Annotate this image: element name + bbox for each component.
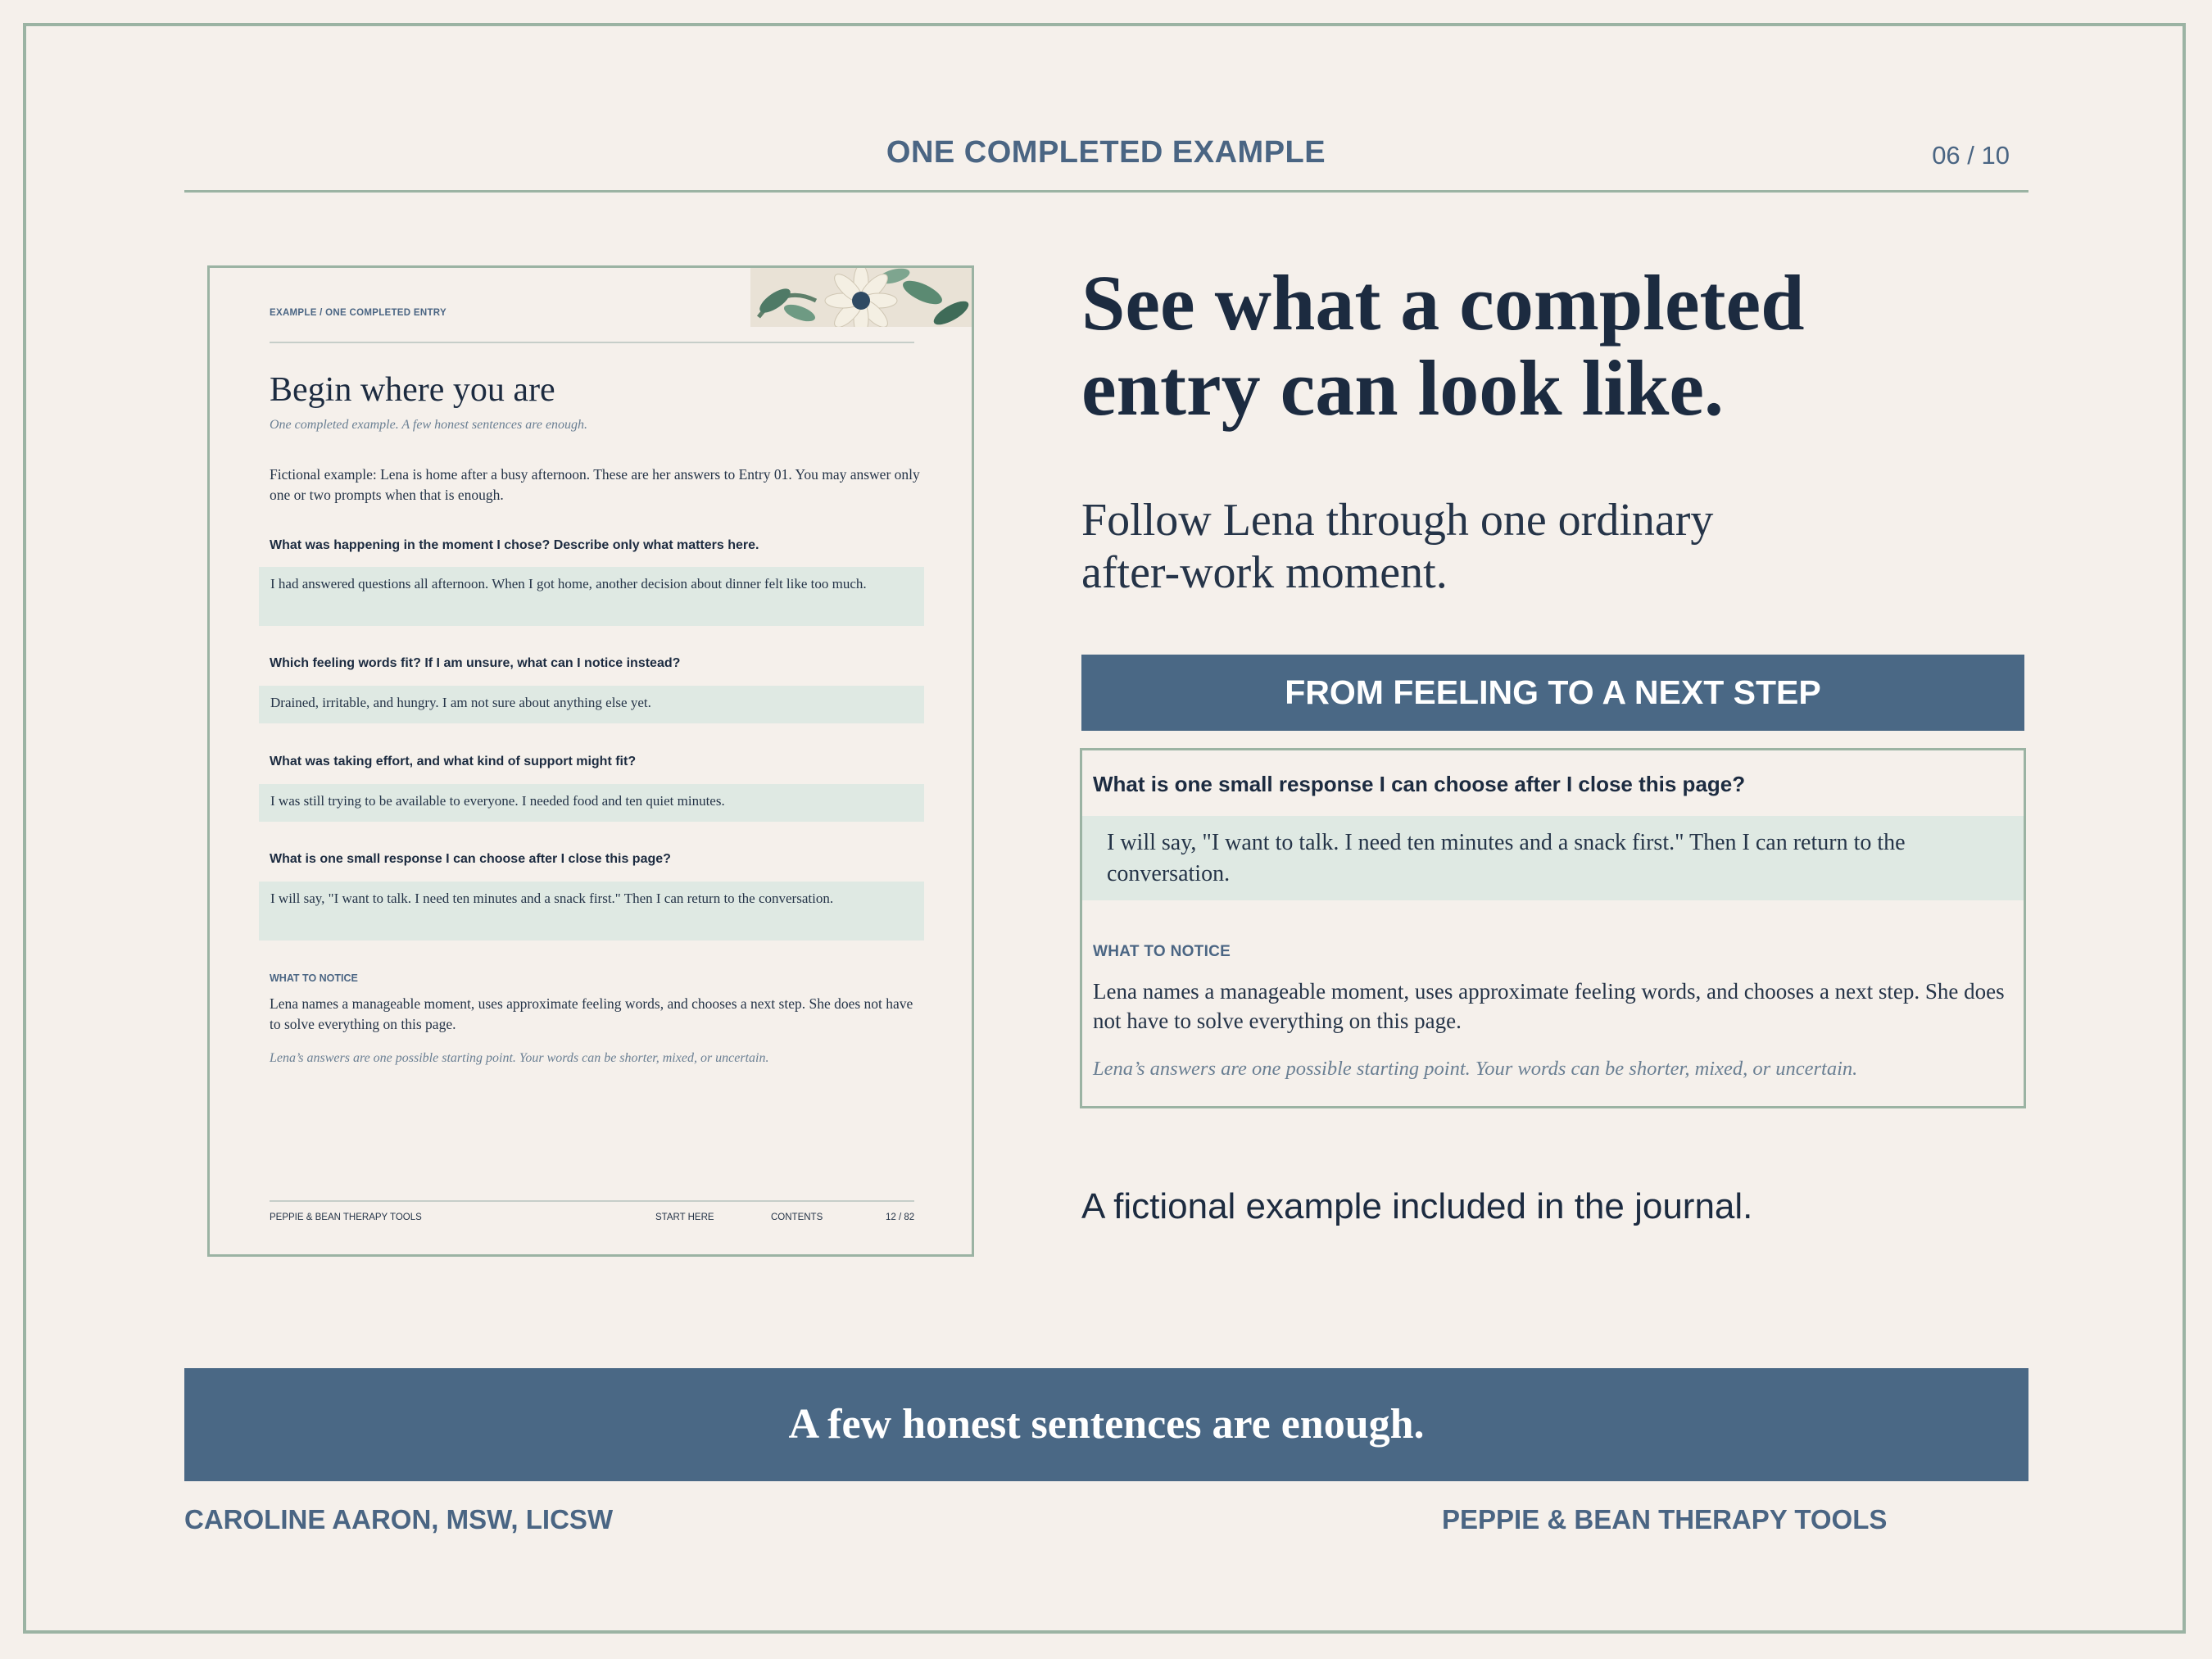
preview-notice-text: Lena names a manageable moment, uses approximate feeling words, and chooses a next step. She does not have to solve everything on this page. — [270, 995, 913, 1032]
slide-title: ONE COMPLETED EXAMPLE — [886, 135, 1326, 170]
card-question: What is one small response I can choose after I close this page? — [1093, 772, 1746, 796]
preview-title: Begin where you are — [270, 371, 555, 409]
preview-answer: I will say, "I want to talk. I need ten minutes and a snack first." Then I can return to the conversation. — [259, 882, 924, 941]
preview-answer: I had answered questions all afternoon. When I got home, another decision about dinner felt like too much. — [259, 567, 924, 626]
preview-question: What was happening in the moment I chose? Describe only what matters here. — [270, 538, 759, 552]
preview-footer-contents-link: CONTENTS — [771, 1213, 823, 1222]
subheadline — [1081, 494, 1983, 599]
page-counter: 06 / 10 — [1932, 141, 2010, 170]
preview-answer: Drained, irritable, and hungry. I am not sure about anything else yet. — [259, 686, 924, 723]
subheadline-line: Follow Lena through one ordinary — [1081, 495, 1714, 546]
preview-subtitle: One completed example. A few honest sentences are enough. — [270, 418, 588, 432]
preview-header-rule — [270, 342, 914, 343]
preview-notice-heading: WHAT TO NOTICE — [270, 972, 358, 984]
preview-footer-start-link: START HERE — [655, 1213, 714, 1222]
card-answer: I will say, "I want to talk. I need ten minutes and a snack first." Then I can return to the conversation. — [1082, 816, 2024, 900]
preview-answer: I was still trying to be available to everyone. I needed food and ten quiet minutes. — [259, 784, 924, 822]
preview-intro: Fictional example: Lena is home after a busy afternoon. These are her answers to Entry 01. You may answer only one or two prompts when that is enough. — [270, 466, 920, 503]
preview-footer-brand: PEPPIE & BEAN THERAPY TOOLS — [270, 1213, 422, 1222]
card-notice-heading: WHAT TO NOTICE — [1093, 943, 1231, 960]
journal-page-preview — [207, 265, 974, 1257]
headline-line: entry can look like. — [1081, 344, 1724, 432]
preview-note: Lena’s answers are one possible starting point. Your words can be shorter, mixed, or uncertain. — [270, 1051, 769, 1065]
brand-credit: PEPPIE & BEAN THERAPY TOOLS — [1442, 1504, 1888, 1534]
floral-corner-illustration — [750, 268, 972, 327]
fictional-caption: A fictional example included in the journal. — [1081, 1186, 1753, 1226]
subheadline-line: after-work moment. — [1081, 547, 1448, 598]
card-notice-text: Lena names a manageable moment, uses approximate feeling words, and chooses a next step. She does not have to solve everything on this page. — [1093, 979, 2005, 1033]
headline-line: See what a completed — [1081, 259, 1805, 347]
example-card — [1080, 748, 2026, 1108]
header-divider — [184, 190, 2028, 193]
preview-footer-rule — [270, 1200, 914, 1202]
card-note: Lena’s answers are one possible starting point. Your words can be shorter, mixed, or uncertain. — [1093, 1058, 1858, 1080]
preview-question: What is one small response I can choose after I close this page? — [270, 852, 671, 866]
author-credit: CAROLINE AARON, MSW, LICSW — [184, 1504, 614, 1534]
preview-question: What was taking effort, and what kind of support might fit? — [270, 755, 637, 768]
main-headline — [1081, 261, 2065, 431]
section-banner: FROM FEELING TO A NEXT STEP — [1081, 655, 2024, 731]
preview-footer-page: 12 / 82 — [886, 1213, 915, 1222]
tagline-band: A few honest sentences are enough. — [184, 1368, 2028, 1481]
preview-kicker: EXAMPLE / ONE COMPLETED ENTRY — [270, 308, 446, 318]
preview-question: Which feeling words fit? If I am unsure, what can I notice instead? — [270, 656, 681, 670]
